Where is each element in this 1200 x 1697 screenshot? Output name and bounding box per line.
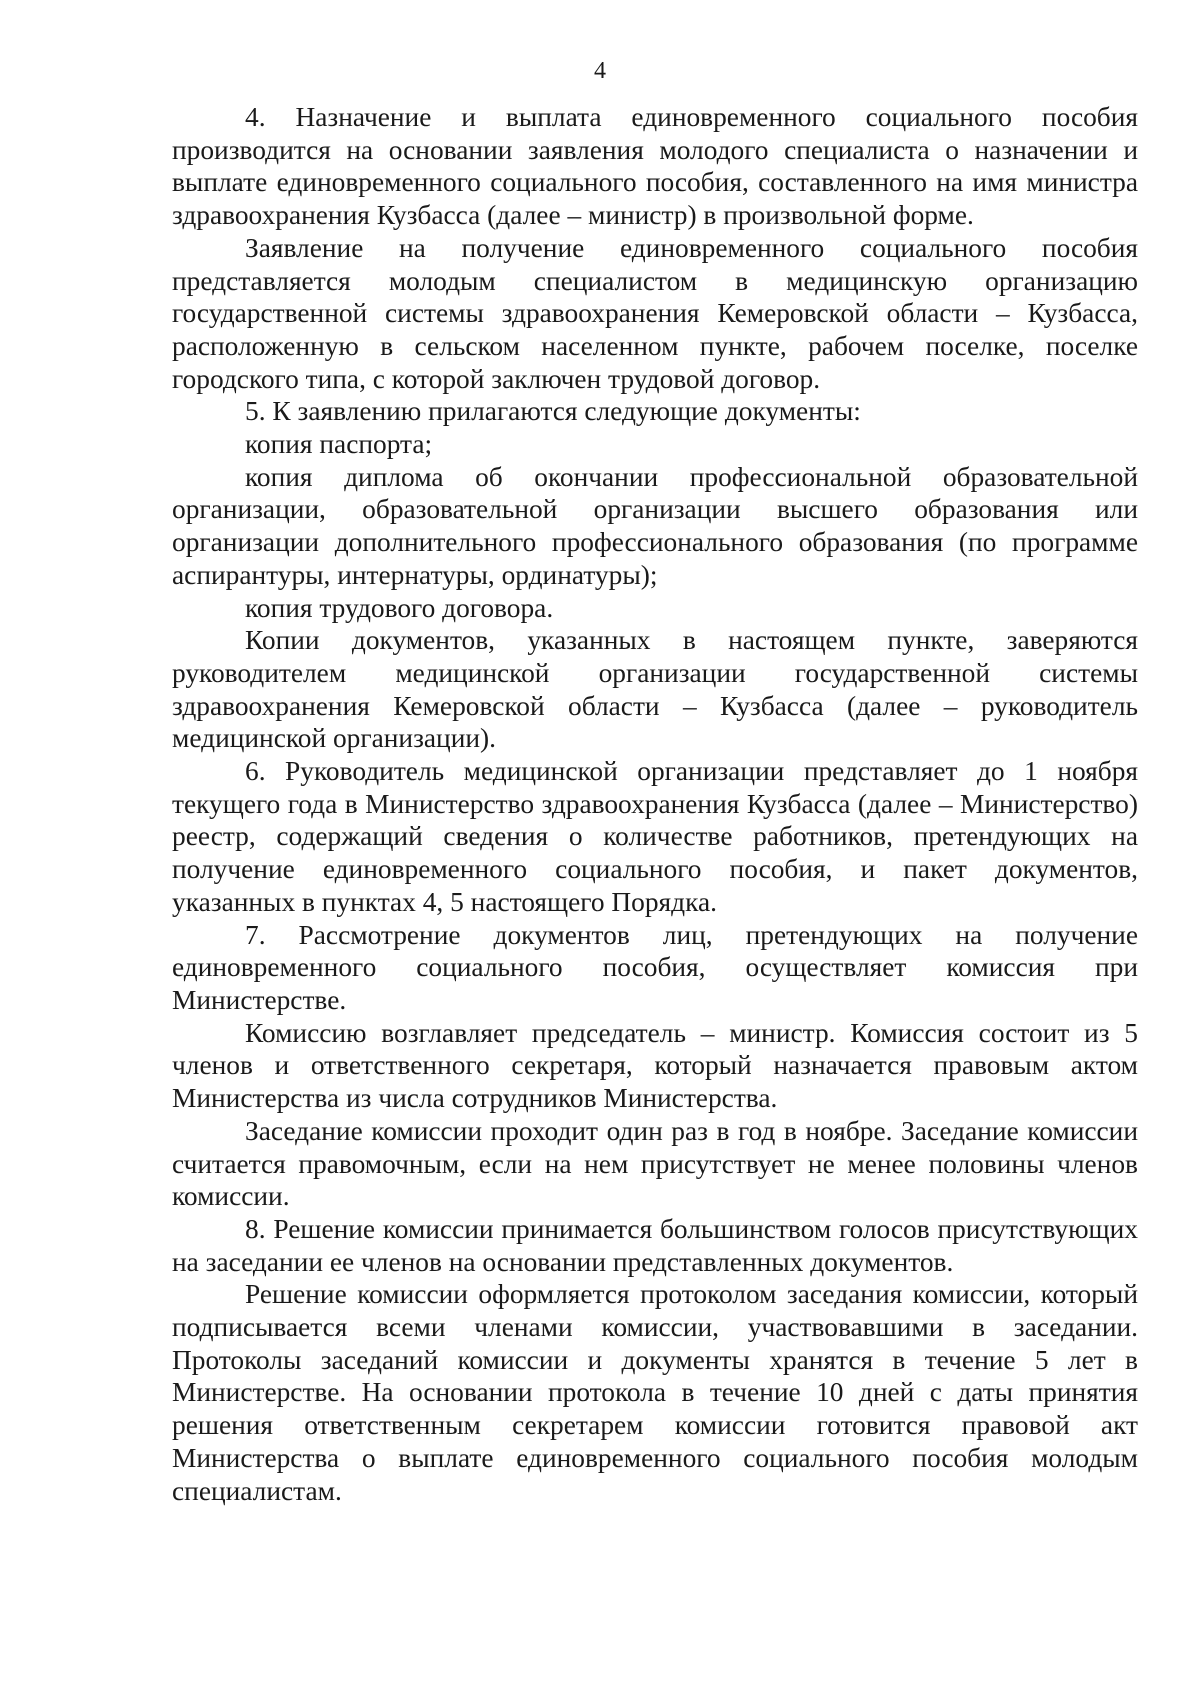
paragraph-copies-certification: Копии документов, указанных в настоящем пункте, заверяются руководителем медицинской организации государственной системы здравоохранения Кемеровской области – Кузбасса (далее – руководитель медицинской организации). (172, 625, 1138, 754)
list-item-contract-copy: копия трудового договора. (245, 592, 554, 623)
paragraph-commission-composition: Комиссию возглавляет председатель – министр. Комиссия состоит из 5 членов и ответственного секретаря, который назначается правовым актом Министерства из числа сотрудников Министерства. (172, 1017, 1138, 1114)
paragraph-item-8: 8. Решение комиссии принимается большинством голосов присутствующих на заседании ее членов на основании представленных документов. (172, 1213, 1138, 1277)
list-item-diploma-copy: копия диплома об окончании профессиональной образовательной организации, образовательной организации высшего образования или организации дополнительного профессионального образования (по программе аспирантуры, интернатуры, ординатуры); (172, 461, 1138, 590)
document-body (172, 101, 1138, 1507)
paragraph-application-submission: Заявление на получение единовременного социального пособия представляется молодым специалистом в медицинскую организацию государственной системы здравоохранения Кемеровской области – Кузбасса, расположенную в сельском населенном пункте, рабочем поселке, поселке городского типа, с которой заключен трудовой договор. (172, 232, 1138, 394)
page-number: 4 (594, 58, 606, 84)
paragraph-item-6: 6. Руководитель медицинской организации представляет до 1 ноября текущего года в Министерство здравоохранения Кузбасса (далее – Министерство) реестр, содержащий сведения о количестве работников, претендующих на получение единовременного социального пособия, и пакет документов, указанных в пунктах 4, 5 настоящего Порядка. (172, 756, 1138, 917)
paragraph-item-4: 4. Назначение и выплата единовременного социального пособия производится на основании заявления молодого специалиста о назначении и выплате единовременного социального пособия, составленного на имя министра здравоохранения Кузбасса (далее – министр) в произвольной форме. (172, 102, 1138, 231)
paragraph-decision-protocol: Решение комиссии оформляется протоколом заседания комиссии, который подписывается всеми членами комиссии, участвовавшими в заседании. Протоколы заседаний комиссии и документы хранятся в течение 5 лет в Министерстве. На основании протокола в течение 10 дней с даты принятия решения ответственным секретарем комиссии готовится правовой акт Министерства о выплате единовременного социального пособия молодым специалистам. (172, 1279, 1138, 1506)
list-item-passport-copy: копия паспорта; (245, 429, 433, 460)
paragraph-commission-meeting: Заседание комиссии проходит один раз в год в ноябре. Заседание комиссии считается правомочным, если на нем присутствует не менее половины членов комиссии. (172, 1115, 1138, 1212)
paragraph-item-5: 5. К заявлению прилагаются следующие документы: (245, 396, 861, 427)
paragraph-item-7: 7. Рассмотрение документов лиц, претендующих на получение единовременного социального пособия, осуществляет комиссия при Министерстве. (172, 919, 1138, 1015)
